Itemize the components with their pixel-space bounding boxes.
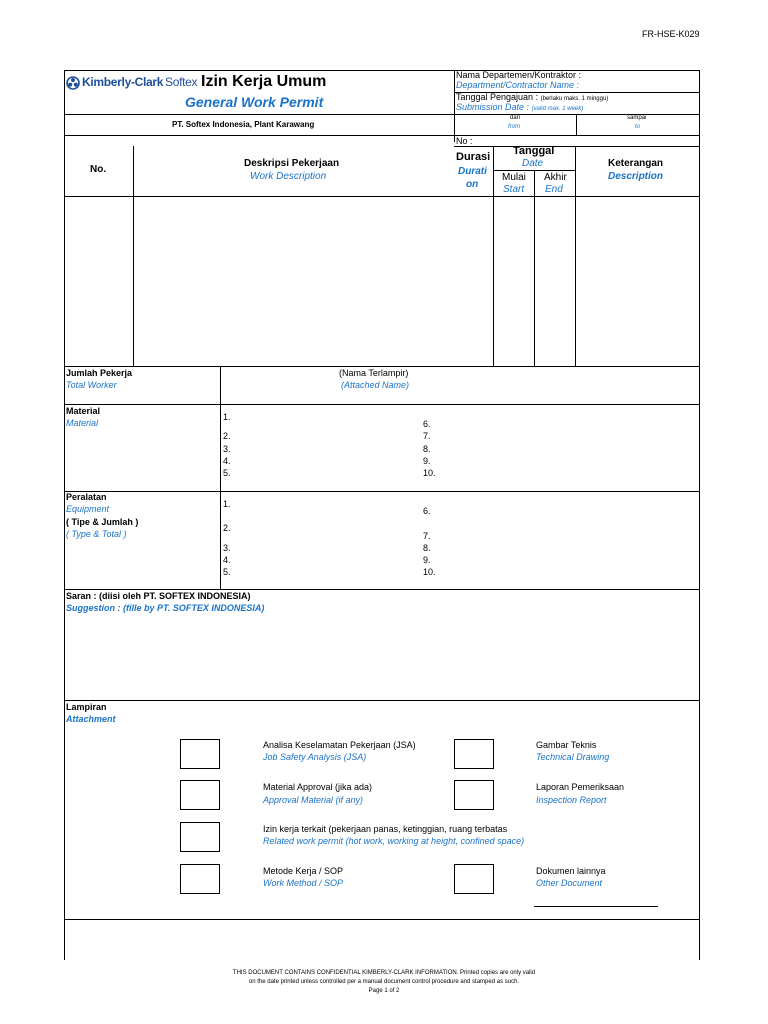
equipment-label-id: Peralatan	[66, 492, 107, 502]
col-no: No.	[90, 164, 107, 175]
permit-label-id: Izin kerja terkait (pekerjaan panas, ketinggian, ruang terbatas	[263, 824, 508, 834]
col-end-en: End	[545, 184, 563, 195]
footer-page: Page 1 of 2	[368, 988, 400, 994]
sop-label-id: Metode Kerja / SOP	[263, 866, 344, 876]
col-desc-en: Work Description	[250, 171, 327, 182]
workers-label-en: Total Worker	[66, 380, 117, 390]
material-item: 5.	[223, 468, 231, 478]
rule	[64, 366, 700, 367]
equipment-item: 2.	[223, 523, 231, 533]
rule	[454, 146, 699, 147]
date-label-en	[456, 102, 583, 113]
material-item: 6.	[423, 419, 431, 429]
material-label-id: Material	[66, 406, 101, 416]
footer-line-1: THIS DOCUMENT CONTAINS CONFIDENTIAL KIMBERLY-CLARK INFORMATION. Printed copies are only valid	[232, 970, 536, 976]
material-item: 3.	[223, 444, 231, 454]
other-label-en: Other Document	[536, 878, 603, 888]
col-start-en: Start	[503, 184, 525, 195]
col-start-id: Mulai	[502, 172, 526, 183]
material-item: 2.	[223, 431, 231, 441]
from-label-id: dari	[510, 115, 521, 121]
material-item: 7.	[423, 431, 431, 441]
date-note-en: (valid max. 1 week)	[531, 106, 584, 112]
form-code: FR-HSE-K029	[642, 29, 700, 39]
rule	[64, 700, 700, 701]
equipment-sub-id: ( Tipe & Jumlah )	[66, 517, 139, 527]
title-en: General Work Permit	[185, 94, 324, 110]
from-label-en: from	[508, 124, 520, 130]
suggestion-label-en: Suggestion : (fille by PT. SOFTEX INDONESIA)	[66, 603, 265, 613]
col-date-en: Date	[522, 158, 544, 169]
sop-label-en: Work Method / SOP	[263, 878, 344, 888]
rule	[64, 404, 700, 405]
equipment-item: 3.	[223, 543, 231, 553]
rule	[64, 491, 700, 492]
equipment-item: 4.	[223, 555, 231, 565]
date-label-id-text: Tanggal Pengajuan :	[456, 92, 539, 102]
attachment-label-en: Attachment	[66, 714, 116, 724]
draw-label-id: Gambar Teknis	[536, 740, 597, 750]
attachment-label-id: Lampiran	[66, 702, 107, 712]
material-approval-checkbox[interactable]	[180, 780, 220, 810]
rule	[64, 589, 700, 590]
other-label-id: Dokumen lainnya	[536, 866, 606, 876]
no-label: No :	[456, 136, 473, 146]
workers-names-id: (Nama Terlampir)	[339, 368, 409, 378]
jsa-label-id: Analisa Keselamatan Pekerjaan (JSA)	[263, 740, 416, 750]
technical-drawing-checkbox[interactable]	[454, 739, 494, 769]
equipment-item: 7.	[423, 531, 431, 541]
col-remark-id: Keterangan	[608, 158, 664, 169]
equipment-item: 5.	[223, 567, 231, 577]
to-label-id: sampai	[627, 115, 647, 121]
workers-label-id: Jumlah Pekerja	[66, 368, 133, 378]
rule	[220, 366, 221, 590]
material-item: 1.	[223, 412, 231, 422]
equipment-item: 10.	[423, 567, 436, 577]
suggestion-field[interactable]	[65, 616, 699, 700]
logo-brand-name: Kimberly-Clark	[82, 75, 164, 89]
equipment-item: 6.	[423, 506, 431, 516]
other-document-checkbox[interactable]	[454, 864, 494, 894]
rule	[576, 114, 577, 135]
material-item: 4.	[223, 456, 231, 466]
dept-label-en: Department/Contractor Name :	[456, 80, 580, 90]
to-label-en: to	[635, 124, 641, 130]
jsa-checkbox[interactable]	[180, 739, 220, 769]
date-note-id: (berlaku maks. 1 minggu)	[540, 96, 609, 102]
related-permit-checkbox[interactable]	[180, 822, 220, 852]
col-end-id: Akhir	[544, 172, 567, 183]
company-name: PT. Softex Indonesia, Plant Karawang	[172, 120, 315, 129]
equipment-item: 8.	[423, 543, 431, 553]
equipment-label-en: Equipment	[66, 504, 110, 514]
col-dur-id: Durasi	[456, 151, 491, 163]
dept-label-id: Nama Departemen/Kontraktor :	[456, 70, 582, 80]
col-remark-en: Description	[608, 171, 664, 182]
material-item: 8.	[423, 444, 431, 454]
equipment-sub-en: ( Type & Total )	[66, 529, 127, 539]
frame-top	[64, 70, 700, 71]
rule	[64, 135, 700, 136]
insp-label-en: Inspection Report	[536, 795, 607, 805]
col-desc-id: Deskripsi Pekerjaan	[244, 158, 340, 169]
draw-label-en: Technical Drawing	[536, 752, 610, 762]
logo-mark-icon	[66, 76, 80, 90]
equipment-item: 9.	[423, 555, 431, 565]
mat-label-id: Material Approval (jika ada)	[263, 782, 373, 792]
work-table-body[interactable]	[65, 197, 699, 366]
rule	[493, 170, 575, 171]
material-item: 10.	[423, 468, 436, 478]
material-label-en: Material	[66, 418, 99, 428]
col-date-id: Tanggal	[513, 145, 555, 157]
footer-line-2: on the date printed unless controlled per a manual document control procedure and stamped as such.	[248, 979, 520, 985]
suggestion-label-id: Saran : (diisi oleh PT. SOFTEX INDONESIA)	[66, 591, 251, 601]
permit-label-en: Related work permit (hot work, working at height, confined space)	[263, 836, 525, 846]
col-dur-en-2: on	[466, 179, 479, 190]
insp-label-id: Laporan Pemeriksaan	[536, 782, 625, 792]
col-dur-en-1: Durati	[458, 166, 487, 177]
jsa-label-en: Job Safety Analysis (JSA)	[263, 752, 367, 762]
title-id: Izin Kerja Umum	[201, 73, 327, 90]
date-label-en-text: Submission Date :	[456, 102, 530, 112]
rule	[454, 70, 455, 142]
work-method-checkbox[interactable]	[180, 864, 220, 894]
mat-label-en: Approval Material (if any)	[263, 795, 364, 805]
frame-right	[699, 70, 700, 960]
inspection-report-checkbox[interactable]	[454, 780, 494, 810]
rule	[64, 919, 700, 920]
rule	[64, 114, 700, 115]
logo-brand-sub: Softex	[165, 75, 198, 89]
workers-names-en: (Attached Name)	[341, 380, 410, 390]
material-item: 9.	[423, 456, 431, 466]
other-document-line[interactable]	[534, 906, 658, 907]
equipment-item: 1.	[223, 499, 231, 509]
kimberly-clark-logo	[66, 74, 200, 92]
